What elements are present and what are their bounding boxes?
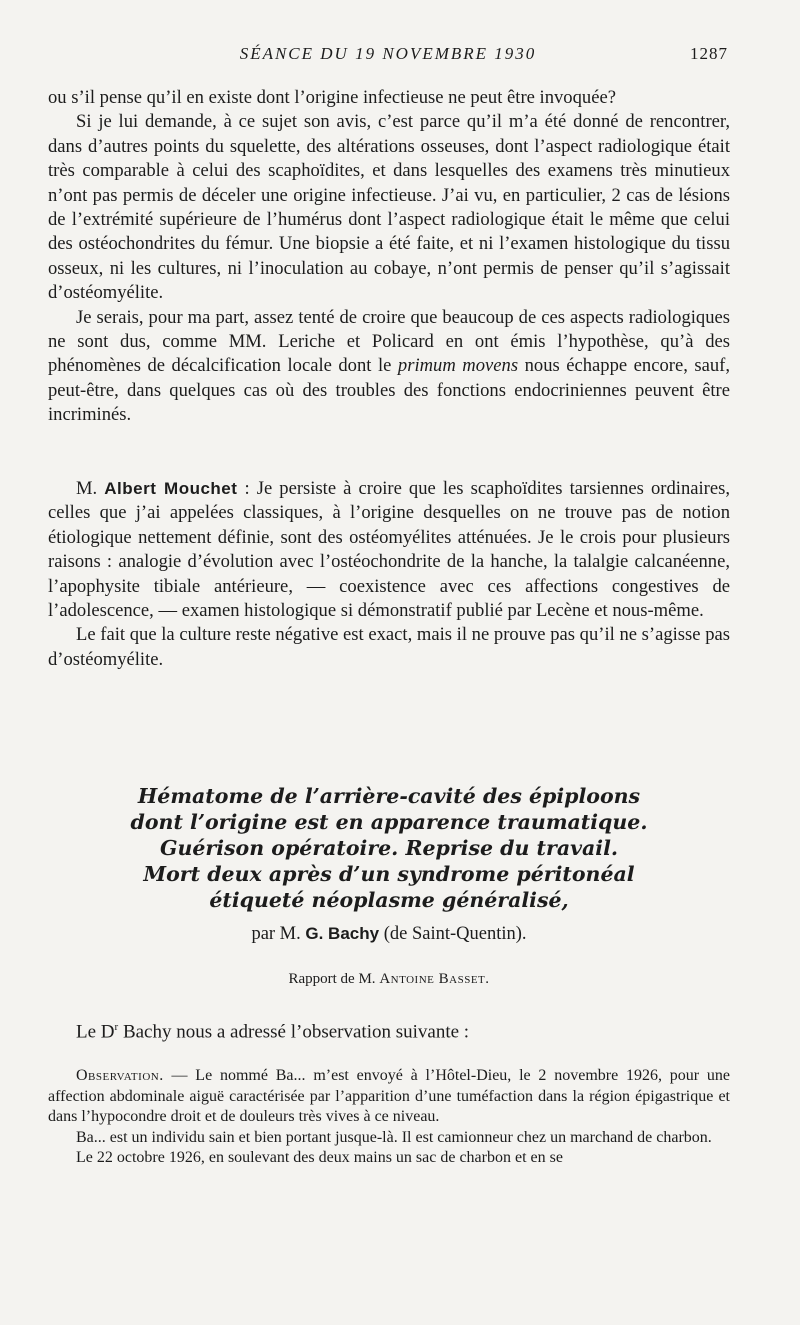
byline bbox=[48, 924, 730, 945]
title-line: Hématome de l’arrière-cavité des épiploons bbox=[137, 784, 641, 808]
observation-block bbox=[48, 1066, 730, 1169]
paragraph bbox=[48, 477, 730, 623]
byline-prefix: par M. bbox=[251, 924, 301, 944]
paragraph-text: nous échappe encore, sauf, peut-être, dans quelques cas où des troubles des fonctions endocriniennes peuvent être incriminés. bbox=[48, 355, 731, 426]
paragraph-text: Je serais, pour ma part, assez tenté de croire que beaucoup de ces aspects radiologiques ne sont dus, comme MM. Leriche et Policard en ont émis l’hypothèse, qu’à des phénomènes de décalcification locale dont le bbox=[48, 306, 730, 377]
rapport-prefix: Rapport de M. bbox=[288, 971, 376, 987]
latin-phrase: primum movens bbox=[397, 355, 519, 377]
observation-label: Observation. bbox=[76, 1067, 164, 1084]
observation-paragraph bbox=[48, 1066, 730, 1128]
observation-paragraph: Ba... est un individu sain et bien portant jusque-là. Il est camionneur chez un marchand de charbon. bbox=[76, 1128, 712, 1146]
intro-line bbox=[76, 1021, 730, 1043]
rapport-line bbox=[48, 971, 730, 988]
page-number: 1287 bbox=[690, 44, 728, 63]
paragraph bbox=[48, 306, 730, 428]
title-line: étiqueté néoplasme généralisé, bbox=[209, 888, 569, 912]
paragraph: ou s’il pense qu’il en existe dont l’origine infectieuse ne peut être invoquée? bbox=[48, 87, 616, 108]
running-header bbox=[48, 44, 728, 66]
intro-text: Bachy nous a adressé l’observation suivante : bbox=[122, 1021, 470, 1043]
title-line: dont l’origine est en apparence traumatique. bbox=[130, 810, 648, 834]
observation-text: — Le nommé Ba... m’est envoyé à l’Hôtel-Dieu, le 2 novembre 1926, pour une affection abdominale aiguë caractérisée par l’apparition d’une tuméfaction dans la région épigastrique et dans l’hypocondre droit et de douleurs très vives à ce niveau. bbox=[48, 1067, 730, 1125]
intro-text: Le D bbox=[76, 1021, 115, 1043]
paragraph: Le fait que la culture reste négative est exact, mais il ne prouve pas qu’il ne s’agisse pas d’ostéomyélite. bbox=[48, 624, 730, 670]
speaker-name: Albert Mouchet bbox=[104, 479, 238, 498]
speaker-prefix: M. bbox=[76, 478, 98, 499]
title-line: Mort deux après d’un syndrome péritonéal bbox=[143, 862, 635, 886]
title-line: Guérison opératoire. Reprise du travail. bbox=[159, 836, 619, 860]
discussion-block bbox=[48, 86, 730, 428]
rapporteur-name: Antoine Basset. bbox=[379, 971, 490, 987]
intro-superscript: r bbox=[114, 1021, 119, 1033]
byline-suffix: (de Saint-Quentin). bbox=[383, 924, 527, 944]
paragraph-text: : Je persiste à croire que les scaphoïdites tarsiennes ordinaires, celles que j’ai appelées classiques, à l’origine desquelles on ne trouve pas de notion étiologique nettement définie, sont des ostéomyélites atténuées. Je le crois pour plusieurs raisons : analogie d’évolution avec l’ostéochondrite de la hanche, la talalgie calcanéenne, l’apophysite tibiale antérieure, — coexistence avec ces affections congestives de l’adolescence, — examen histologique si démonstratif publié par Lecène et nous-même. bbox=[48, 478, 730, 622]
article-title bbox=[48, 783, 730, 913]
reply-block bbox=[48, 477, 730, 672]
observation-paragraph: Le 22 octobre 1926, en soulevant des deux mains un sac de charbon et en se bbox=[76, 1149, 563, 1166]
paragraph: Si je lui demande, à ce sujet son avis, c’est parce qu’il m’a été donné de rencontrer, dans d’autres points du squelette, des altérations osseuses, dont l’aspect radiologique était très comparable à celui des scaphoïdites, et dans lesquelles des examens très minutieux n’ont pas permis de déceler une origine infectieuse. J’ai vu, en particulier, 2 cas de lésions de l’extrémité supérieure de l’humérus dont l’aspect radiologique était le même que celui des ostéochondrites du fémur. Une biopsie a été faite, et ni l’examen histologique du tissu osseux, ni les cultures, ni l’inoculation au cobaye, n’ont permis de penser qu’il s’agissait d’ostéomyélite. bbox=[48, 111, 730, 304]
author-name: G. Bachy bbox=[305, 924, 380, 943]
running-title: SÉANCE DU 19 NOVEMBRE 1930 bbox=[239, 44, 537, 63]
